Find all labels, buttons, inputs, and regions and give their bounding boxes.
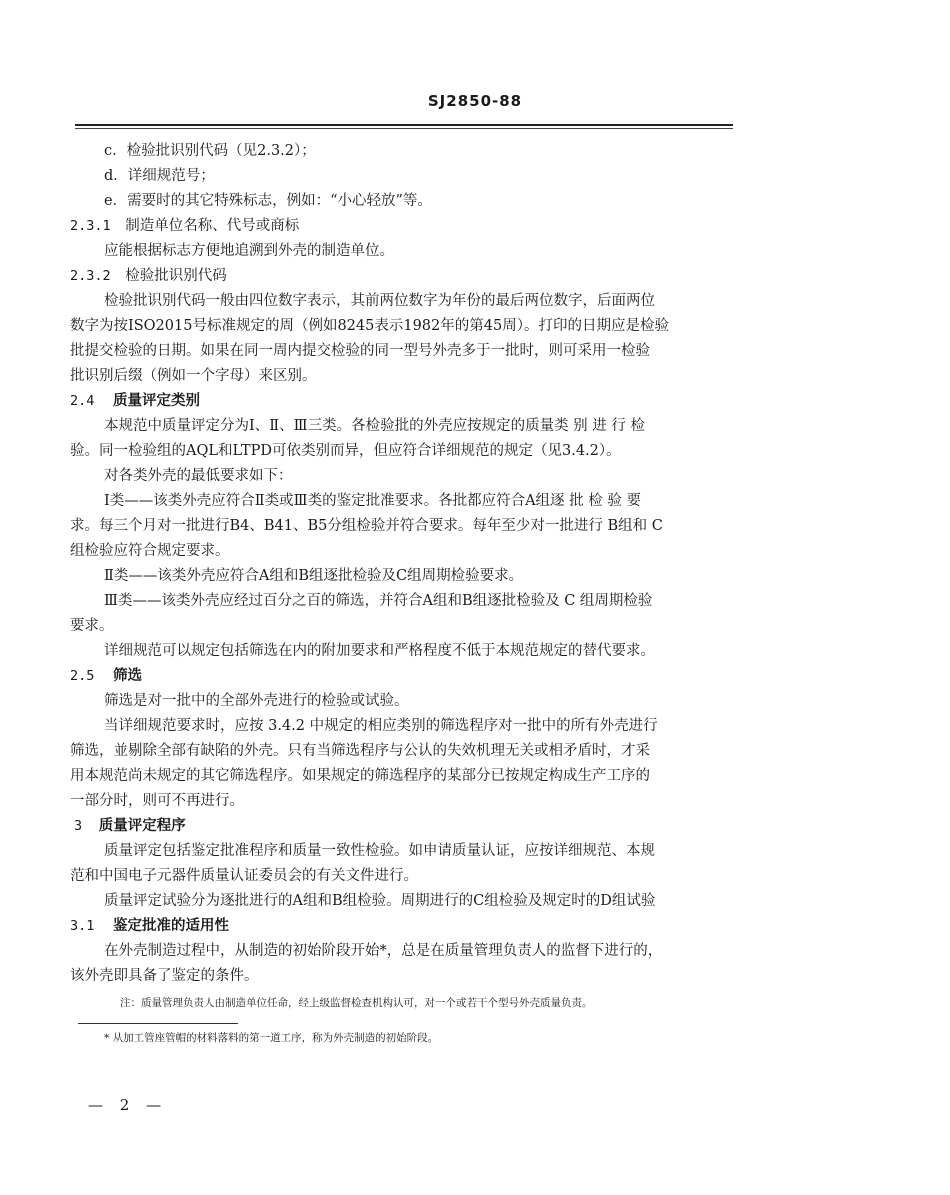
footnote-rule bbox=[78, 1023, 238, 1024]
section-2-3-2-heading bbox=[70, 266, 227, 286]
paragraph-line: Ⅲ类——该类外壳应经过百分之百的筛选，并符合A组和B组逐批检验及 C 组周期检验 bbox=[104, 593, 653, 609]
section-title: 筛选 bbox=[113, 668, 142, 684]
section-3-heading bbox=[74, 816, 186, 836]
header-rule bbox=[75, 124, 733, 126]
paragraph-line: 验。同一检验组的AQL和LTPD可依类别而异，但应符合详细规范的规定（见3.4.2）。 bbox=[70, 443, 621, 459]
paragraph-line: 详细规范可以规定包括筛选在内的附加要求和严格程度不低于本规范规定的替代要求。 bbox=[104, 643, 655, 659]
section-number: 2.5 bbox=[70, 668, 95, 684]
paragraph-line: 组检验应符合规定要求。 bbox=[70, 543, 230, 559]
section-title: 质量评定程序 bbox=[98, 818, 186, 834]
note-text: 注：质量管理负责人由制造单位任命，经上级监督检查机构认可，对一个或若干个型号外壳质量负责。 bbox=[120, 997, 593, 1009]
paragraph-line: 当详细规范要求时，应按 3.4.2 中规定的相应类别的筛选程序对一批中的所有外壳进行 bbox=[104, 718, 658, 734]
header-rule-thin bbox=[75, 128, 733, 129]
page-header: SJ2850-88 bbox=[427, 92, 523, 110]
paragraph-line: 对各类外壳的最低要求如下： bbox=[104, 468, 293, 484]
section-2-4-heading bbox=[70, 391, 200, 411]
paragraph-line: 求。每三个月对一批进行B4、B41、B5分组检验并符合要求。每年至少对一批进行 B组和 C bbox=[70, 518, 663, 534]
section-2-3-1-heading bbox=[70, 216, 299, 236]
section-title: 质量评定类别 bbox=[113, 393, 200, 409]
section-number: 2.3.2 bbox=[70, 268, 111, 284]
paragraph-line: 数字为按ISO2015号标准规定的周（例如8245表示1982年的第45周）。打印的日期应是检验 bbox=[70, 318, 669, 334]
page-number: — 2 — bbox=[88, 1096, 168, 1114]
section-3-1-heading bbox=[70, 916, 229, 936]
paragraph-line: 在外壳制造过程中，从制造的初始阶段开始*，总是在质量管理负责人的监督下进行的， bbox=[104, 943, 663, 959]
section-2-5-heading bbox=[70, 666, 142, 686]
list-item-d: d．详细规范号； bbox=[104, 168, 215, 184]
section-number: 2.3.1 bbox=[70, 218, 111, 234]
list-item-e: e．需要时的其它特殊标志，例如：“小心轻放”等。 bbox=[104, 193, 432, 209]
section-title: 鉴定批准的适用性 bbox=[113, 918, 229, 934]
section-number: 3.1 bbox=[70, 918, 95, 934]
paragraph-line: 筛选是对一批中的全部外壳进行的检验或试验。 bbox=[104, 693, 409, 709]
paragraph-line: 检验批识别代码一般由四位数字表示，其前两位数字为年份的最后两位数字，后面两位 bbox=[104, 293, 655, 309]
paragraph-line: 用本规范尚未规定的其它筛选程序。如果规定的筛选程序的某部分已按规定构成生产工序的 bbox=[70, 768, 650, 784]
paragraph-line: 批提交检验的日期。如果在同一周内提交检验的同一型号外壳多于一批时，则可采用一检验 bbox=[70, 343, 650, 359]
paragraph-line: 该外壳即具备了鉴定的条件。 bbox=[70, 968, 259, 984]
paragraph-line: 筛选，並剔除全部有缺陷的外壳。只有当筛选程序与公认的失效机理无关或相矛盾时，才采 bbox=[70, 743, 650, 759]
paragraph-line: 质量评定包括鉴定批准程序和质量一致性检验。如申请质量认证，应按详细规范、本规 bbox=[104, 843, 655, 859]
section-number: 2.4 bbox=[70, 393, 95, 409]
paragraph-line: 质量评定试验分为逐批进行的A组和B组检验。周期进行的C组检验及规定时的D组试验 bbox=[104, 893, 656, 909]
paragraph-line: 范和中国电子元器件质量认证委员会的有关文件进行。 bbox=[70, 868, 418, 884]
list-item-c: c．检验批识别代码（见2.3.2）； bbox=[104, 143, 316, 159]
paragraph-line: 批识别后缀（例如一个字母）来区别。 bbox=[70, 368, 317, 384]
paragraph-line: Ⅱ类——该类外壳应符合A组和B组逐批检验及C组周期检验要求。 bbox=[104, 568, 524, 584]
paragraph-line: 一部分时，则可不再进行。 bbox=[70, 793, 244, 809]
paragraph-line: 要求。 bbox=[70, 618, 114, 634]
section-title: 检验批识别代码 bbox=[125, 268, 227, 284]
section-number: 3 bbox=[74, 818, 83, 834]
footnote-text: * 从加工管座管帽的材料落料的第一道工序，称为外壳制造的初始阶段。 bbox=[104, 1032, 439, 1044]
section-title: 制造单位名称、代号或商标 bbox=[125, 218, 300, 234]
paragraph-line: 本规范中质量评定分为Ⅰ、Ⅱ、Ⅲ三类。各检验批的外壳应按规定的质量类 别 进 行 检 bbox=[104, 418, 645, 434]
paragraph-line: 应能根据标志方便地追溯到外壳的制造单位。 bbox=[104, 243, 394, 259]
paragraph-line: Ⅰ类——该类外壳应符合Ⅱ类或Ⅲ类的鉴定批准要求。各批都应符合A组逐 批 检 验 要 bbox=[104, 493, 641, 509]
